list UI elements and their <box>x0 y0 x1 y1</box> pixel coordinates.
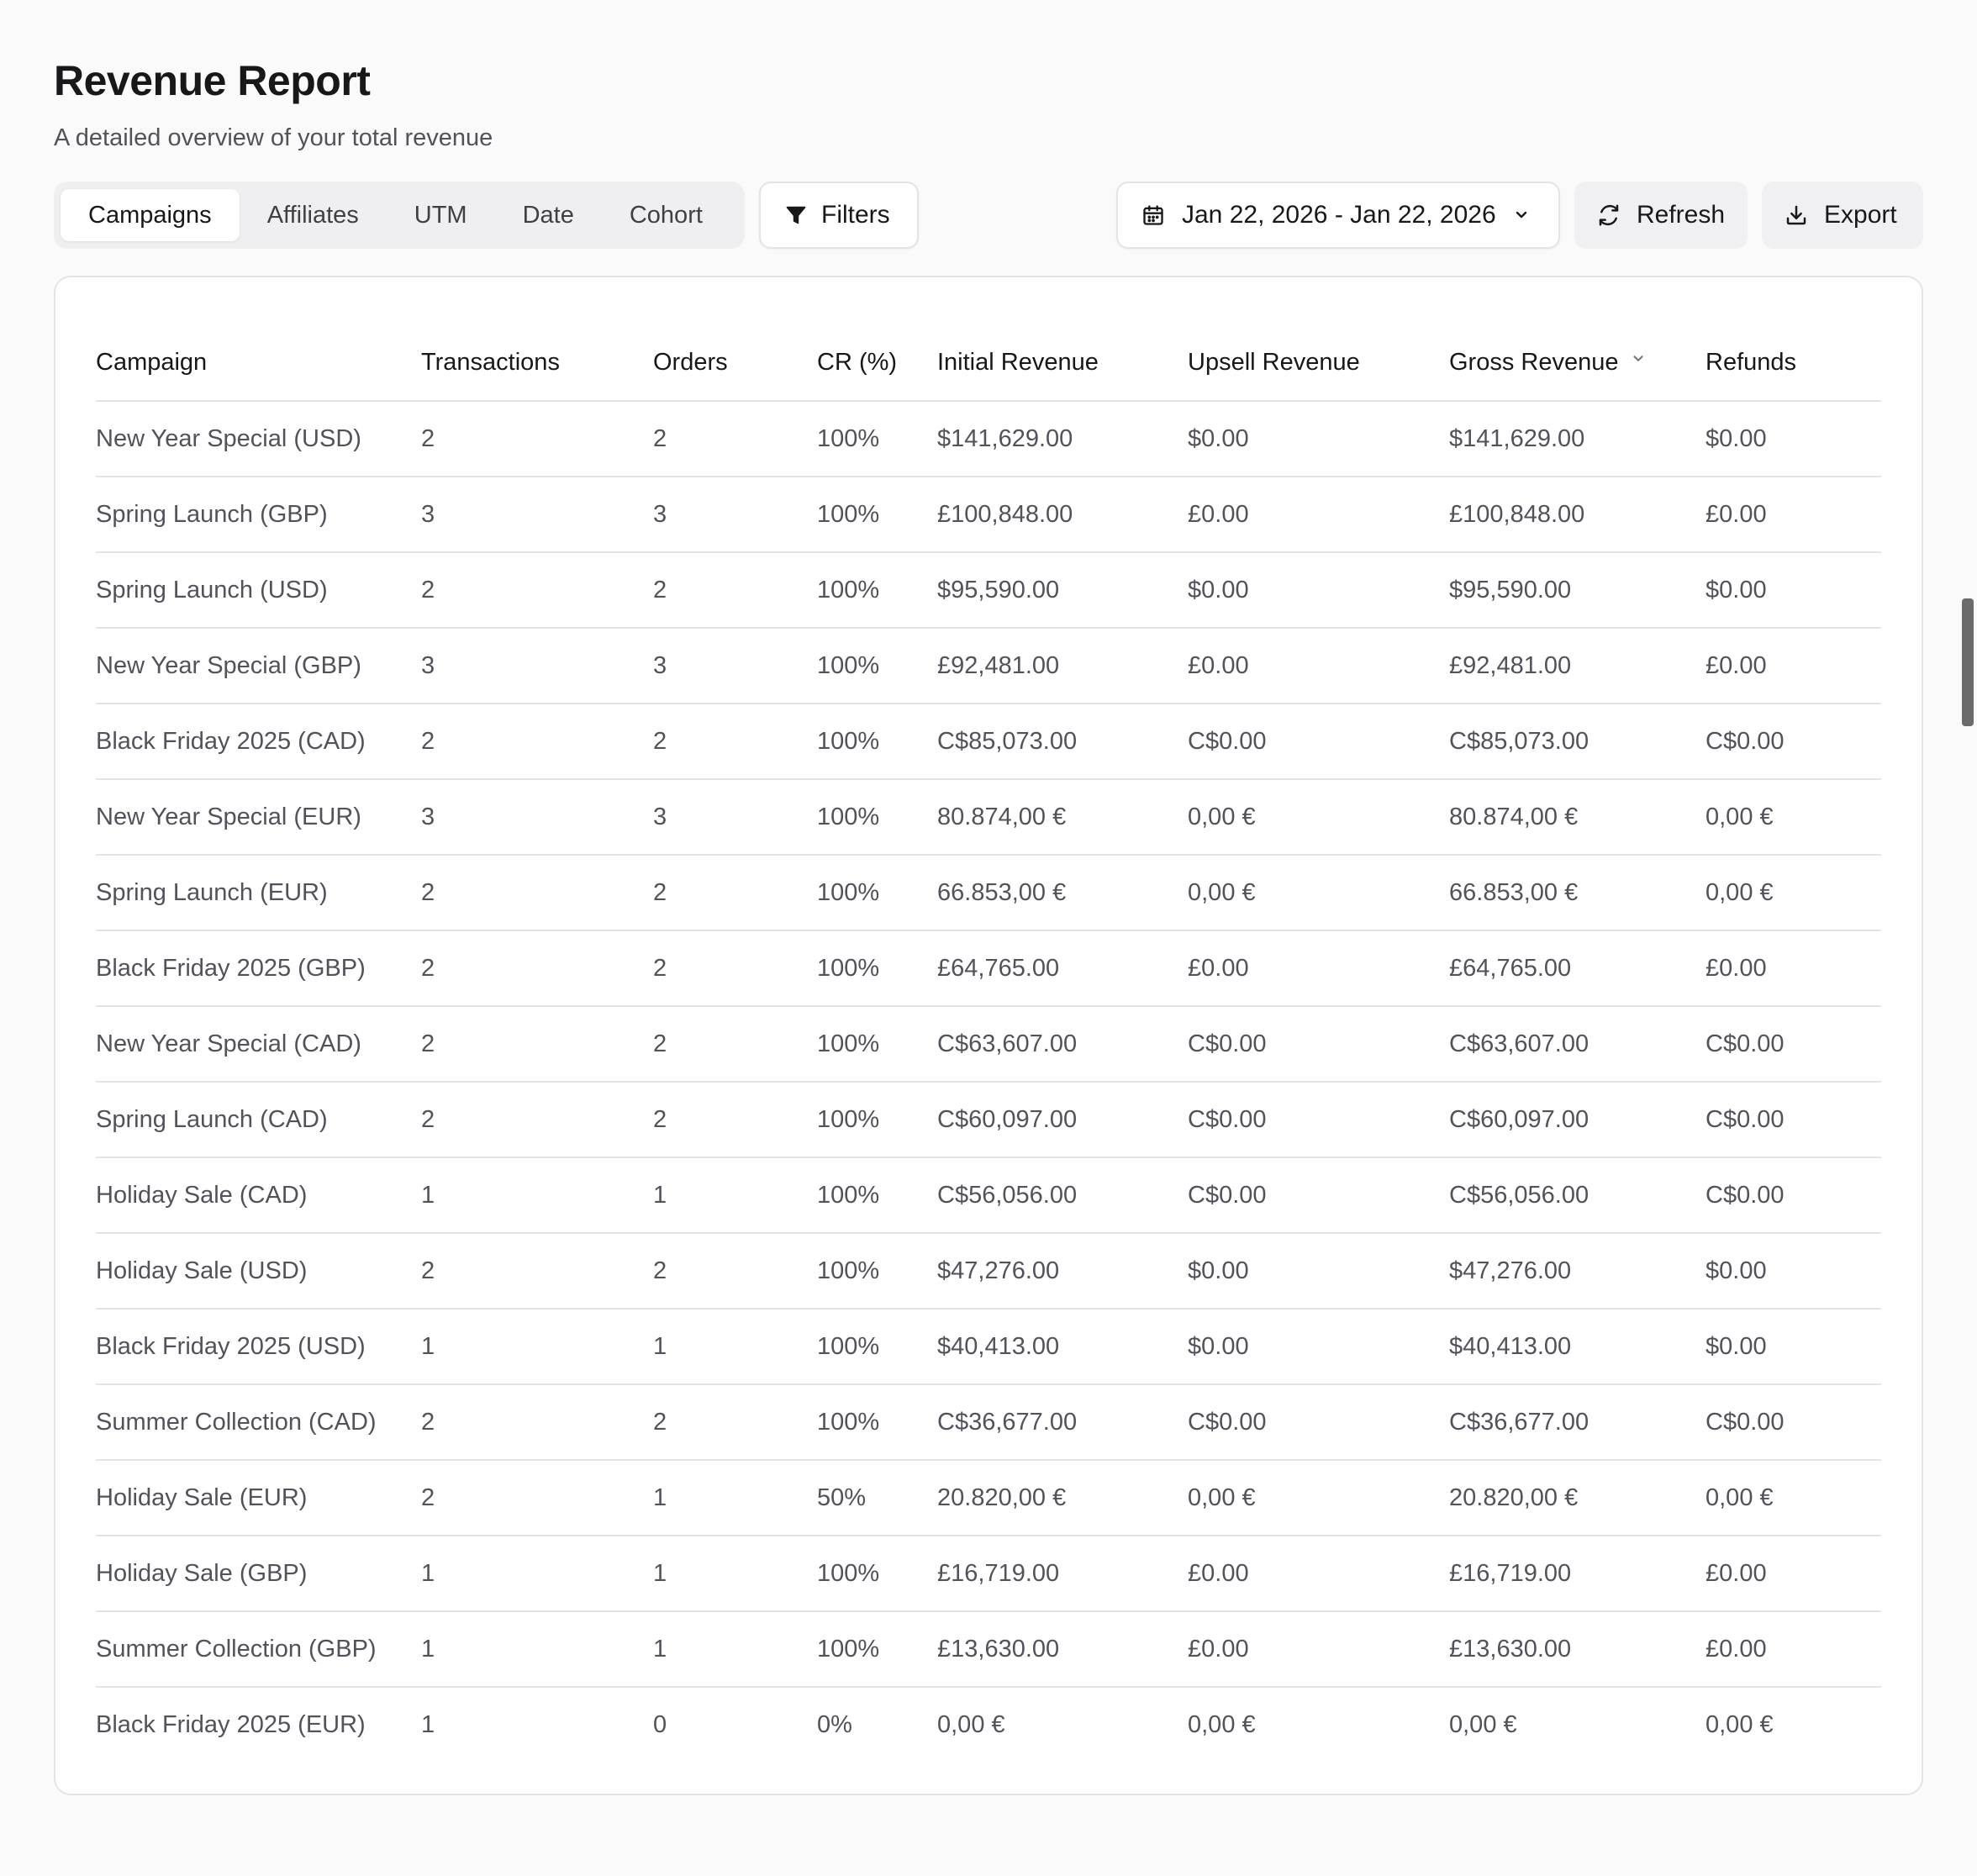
cell-gross-revenue: $40,413.00 <box>1449 1309 1705 1384</box>
scrollbar-thumb[interactable] <box>1962 598 1974 726</box>
cell-cr: 50% <box>817 1460 937 1536</box>
cell-initial-revenue: C$60,097.00 <box>937 1082 1188 1157</box>
cell-gross-revenue: £13,630.00 <box>1449 1611 1705 1687</box>
cell-refunds: £0.00 <box>1705 1536 1881 1611</box>
cell-upsell-revenue: £0.00 <box>1188 1536 1449 1611</box>
cell-transactions: 3 <box>421 628 653 704</box>
refresh-button[interactable] <box>1574 182 1748 249</box>
cell-refunds: C$0.00 <box>1705 1006 1881 1082</box>
cell-orders: 2 <box>653 1006 817 1082</box>
table-row[interactable] <box>96 1384 1881 1460</box>
cell-transactions: 2 <box>421 552 653 628</box>
cell-campaign: Spring Launch (EUR) <box>96 855 421 930</box>
cell-refunds: $0.00 <box>1705 1233 1881 1309</box>
cell-cr: 0% <box>817 1710 852 1738</box>
cell-campaign: Black Friday 2025 (USD) <box>96 1309 421 1384</box>
cell-gross-revenue: C$60,097.00 <box>1449 1082 1705 1157</box>
table-header-row <box>96 324 1881 401</box>
cell-transactions: 2 <box>421 1082 653 1157</box>
cell-upsell-revenue: C$0.00 <box>1188 1082 1449 1157</box>
column-header-initial-revenue[interactable]: Initial Revenue <box>937 324 1188 401</box>
cell-gross-revenue: 80.874,00 € <box>1449 779 1705 855</box>
cell-initial-revenue: £16,719.00 <box>937 1536 1188 1611</box>
table-row[interactable] <box>96 779 1881 855</box>
table-row[interactable] <box>96 855 1881 930</box>
cell-refunds: £0.00 <box>1705 628 1881 704</box>
table-row[interactable] <box>96 552 1881 628</box>
cell-transactions: 1 <box>421 1611 653 1687</box>
refresh-label: Refresh <box>1637 201 1726 229</box>
cell-gross-revenue: £64,765.00 <box>1449 930 1705 1006</box>
cell-orders: 0 <box>653 1710 667 1738</box>
cell-orders: 2 <box>653 704 817 779</box>
cell-orders: 2 <box>653 855 817 930</box>
cell-campaign: Summer Collection (GBP) <box>96 1611 421 1687</box>
cell-orders: 2 <box>653 930 817 1006</box>
refresh-icon <box>1596 203 1621 228</box>
cell-initial-revenue: $95,590.00 <box>937 552 1188 628</box>
cell-refunds: $0.00 <box>1705 1309 1881 1384</box>
cell-gross-revenue: C$63,607.00 <box>1449 1006 1705 1082</box>
cell-cr: 100% <box>817 401 937 477</box>
cell-refunds: 0,00 € <box>1705 1710 1774 1738</box>
cell-gross-revenue: £92,481.00 <box>1449 628 1705 704</box>
cell-gross-revenue: 0,00 € <box>1449 1710 1517 1738</box>
cell-cr: 100% <box>817 1006 937 1082</box>
cell-campaign: New Year Special (CAD) <box>96 1006 421 1082</box>
cell-campaign: Holiday Sale (GBP) <box>96 1536 421 1611</box>
export-label: Export <box>1824 201 1897 229</box>
cell-cr: 100% <box>817 1233 937 1309</box>
cell-upsell-revenue: 0,00 € <box>1188 779 1449 855</box>
cell-initial-revenue: £92,481.00 <box>937 628 1188 704</box>
revenue-table <box>96 324 1881 1762</box>
cell-cr: 100% <box>817 855 937 930</box>
cell-campaign: Black Friday 2025 (CAD) <box>96 704 421 779</box>
cell-transactions: 2 <box>421 1384 653 1460</box>
cell-orders: 2 <box>653 552 817 628</box>
cell-cr: 100% <box>817 477 937 552</box>
cell-initial-revenue: $40,413.00 <box>937 1309 1188 1384</box>
cell-upsell-revenue: £0.00 <box>1188 1611 1449 1687</box>
cell-refunds: C$0.00 <box>1705 704 1881 779</box>
cell-transactions: 2 <box>421 855 653 930</box>
column-header-cr[interactable]: CR (%) <box>817 324 937 401</box>
tab-cohort[interactable]: Cohort <box>629 201 703 229</box>
cell-orders: 2 <box>653 1384 817 1460</box>
cell-orders: 3 <box>653 628 817 704</box>
cell-orders: 2 <box>653 1082 817 1157</box>
table-row[interactable] <box>96 1157 1881 1233</box>
cell-campaign: New Year Special (USD) <box>96 401 421 477</box>
cell-gross-revenue: 66.853,00 € <box>1449 855 1705 930</box>
cell-initial-revenue: C$56,056.00 <box>937 1157 1188 1233</box>
cell-refunds: C$0.00 <box>1705 1157 1881 1233</box>
chevron-down-icon <box>1511 205 1532 225</box>
table-row[interactable] <box>96 1082 1881 1157</box>
cell-refunds: $0.00 <box>1705 552 1881 628</box>
cell-initial-revenue: $141,629.00 <box>937 401 1188 477</box>
cell-refunds: 0,00 € <box>1705 1460 1881 1536</box>
cell-transactions: 2 <box>421 930 653 1006</box>
table-row[interactable] <box>96 1536 1881 1611</box>
column-header-campaign[interactable]: Campaign <box>96 324 421 401</box>
filter-icon <box>784 203 808 228</box>
column-header-orders[interactable]: Orders <box>653 324 817 401</box>
sort-chevron-down-icon <box>1629 347 1648 375</box>
cell-refunds: C$0.00 <box>1705 1384 1881 1460</box>
cell-cr: 100% <box>817 704 937 779</box>
cell-upsell-revenue: 0,00 € <box>1188 1710 1256 1738</box>
cell-campaign: Holiday Sale (USD) <box>96 1233 421 1309</box>
cell-initial-revenue: C$36,677.00 <box>937 1384 1188 1460</box>
calendar-icon <box>1141 203 1165 227</box>
cell-initial-revenue: 66.853,00 € <box>937 855 1188 930</box>
cell-campaign: Summer Collection (CAD) <box>96 1384 421 1460</box>
cell-gross-revenue: 20.820,00 € <box>1449 1460 1705 1536</box>
cell-upsell-revenue: C$0.00 <box>1188 1384 1449 1460</box>
cell-orders: 2 <box>653 401 817 477</box>
cell-initial-revenue: 80.874,00 € <box>937 779 1188 855</box>
cell-campaign: Holiday Sale (CAD) <box>96 1157 421 1233</box>
cell-orders: 3 <box>653 477 817 552</box>
cell-initial-revenue: 20.820,00 € <box>937 1460 1188 1536</box>
cell-cr: 100% <box>817 628 937 704</box>
cell-upsell-revenue: $0.00 <box>1188 401 1449 477</box>
cell-orders: 3 <box>653 779 817 855</box>
cell-campaign: New Year Special (GBP) <box>96 628 421 704</box>
cell-upsell-revenue: £0.00 <box>1188 477 1449 552</box>
column-header-upsell-revenue[interactable]: Upsell Revenue <box>1188 324 1449 401</box>
date-range-label: Jan 22, 2026 - Jan 22, 2026 <box>1182 201 1496 229</box>
cell-campaign: New Year Special (EUR) <box>96 779 421 855</box>
cell-upsell-revenue: £0.00 <box>1188 930 1449 1006</box>
cell-gross-revenue: C$85,073.00 <box>1449 704 1705 779</box>
cell-campaign: Black Friday 2025 (EUR) <box>96 1710 366 1738</box>
table-row[interactable] <box>96 1233 1881 1309</box>
cell-gross-revenue: £100,848.00 <box>1449 477 1705 552</box>
table-body <box>96 401 1881 1762</box>
cell-refunds: £0.00 <box>1705 930 1881 1006</box>
cell-upsell-revenue: $0.00 <box>1188 1233 1449 1309</box>
cell-transactions: 1 <box>421 1710 435 1738</box>
cell-initial-revenue: C$63,607.00 <box>937 1006 1188 1082</box>
report-tabs <box>54 182 745 249</box>
cell-gross-revenue: £16,719.00 <box>1449 1536 1705 1611</box>
cell-upsell-revenue: C$0.00 <box>1188 704 1449 779</box>
table-row[interactable] <box>96 477 1881 552</box>
cell-orders: 1 <box>653 1460 817 1536</box>
cell-gross-revenue: $47,276.00 <box>1449 1233 1705 1309</box>
column-header-gross-revenue[interactable] <box>1449 324 1705 401</box>
cell-orders: 1 <box>653 1157 817 1233</box>
cell-refunds: C$0.00 <box>1705 1082 1881 1157</box>
cell-transactions: 3 <box>421 477 653 552</box>
cell-cr: 100% <box>817 1384 937 1460</box>
cell-transactions: 2 <box>421 1460 653 1536</box>
cell-upsell-revenue: $0.00 <box>1188 552 1449 628</box>
table-row[interactable] <box>96 401 1881 477</box>
tab-affiliates[interactable]: Affiliates <box>266 201 359 229</box>
table-row[interactable] <box>96 930 1881 1006</box>
cell-gross-revenue: $95,590.00 <box>1449 552 1705 628</box>
cell-upsell-revenue: $0.00 <box>1188 1309 1449 1384</box>
cell-cr: 100% <box>817 930 937 1006</box>
page-subtitle: A detailed overview of your total revenue <box>54 124 493 151</box>
table-row[interactable] <box>96 1460 1881 1536</box>
cell-transactions: 2 <box>421 1233 653 1309</box>
cell-transactions: 2 <box>421 401 653 477</box>
cell-initial-revenue: £100,848.00 <box>937 477 1188 552</box>
cell-transactions: 1 <box>421 1157 653 1233</box>
table-row[interactable] <box>96 1006 1881 1082</box>
cell-gross-revenue: C$36,677.00 <box>1449 1384 1705 1460</box>
cell-cr: 100% <box>817 552 937 628</box>
cell-cr: 100% <box>817 1309 937 1384</box>
cell-orders: 2 <box>653 1233 817 1309</box>
cell-orders: 1 <box>653 1309 817 1384</box>
filters-button[interactable] <box>759 182 919 249</box>
cell-transactions: 2 <box>421 704 653 779</box>
cell-cr: 100% <box>817 1611 937 1687</box>
cell-transactions: 2 <box>421 1006 653 1082</box>
cell-cr: 100% <box>817 779 937 855</box>
cell-initial-revenue: $47,276.00 <box>937 1233 1188 1309</box>
cell-upsell-revenue: 0,00 € <box>1188 855 1449 930</box>
table-row[interactable] <box>96 1309 1881 1384</box>
cell-cr: 100% <box>817 1536 937 1611</box>
tab-date[interactable]: Date <box>522 201 574 229</box>
download-icon <box>1784 203 1809 228</box>
cell-campaign: Spring Launch (CAD) <box>96 1082 421 1157</box>
cell-campaign: Black Friday 2025 (GBP) <box>96 930 421 1006</box>
page-title: Revenue Report <box>54 57 371 104</box>
report-card <box>54 276 1923 1795</box>
cell-cr: 100% <box>817 1082 937 1157</box>
cell-cr: 100% <box>817 1157 937 1233</box>
cell-refunds: 0,00 € <box>1705 855 1881 930</box>
cell-upsell-revenue: £0.00 <box>1188 628 1449 704</box>
cell-upsell-revenue: C$0.00 <box>1188 1006 1449 1082</box>
table-row[interactable] <box>96 1611 1881 1687</box>
cell-campaign: Holiday Sale (EUR) <box>96 1460 421 1536</box>
cell-refunds: $0.00 <box>1705 401 1881 477</box>
cell-gross-revenue: C$56,056.00 <box>1449 1157 1705 1233</box>
tab-campaigns[interactable]: Campaigns <box>61 189 240 241</box>
cell-orders: 1 <box>653 1611 817 1687</box>
tab-utm[interactable]: UTM <box>414 201 467 229</box>
column-header-refunds[interactable]: Refunds <box>1705 324 1881 401</box>
cell-upsell-revenue: 0,00 € <box>1188 1460 1449 1536</box>
export-button[interactable] <box>1762 182 1923 249</box>
table-row[interactable] <box>96 628 1881 704</box>
cell-upsell-revenue: C$0.00 <box>1188 1157 1449 1233</box>
cell-transactions: 1 <box>421 1309 653 1384</box>
cell-orders: 1 <box>653 1536 817 1611</box>
cell-initial-revenue: £64,765.00 <box>937 930 1188 1006</box>
cell-initial-revenue: 0,00 € <box>937 1710 1005 1738</box>
cell-refunds: 0,00 € <box>1705 779 1881 855</box>
date-range-picker[interactable] <box>1116 182 1560 249</box>
cell-gross-revenue: $141,629.00 <box>1449 401 1705 477</box>
cell-initial-revenue: C$85,073.00 <box>937 704 1188 779</box>
cell-transactions: 3 <box>421 779 653 855</box>
cell-refunds: £0.00 <box>1705 1611 1881 1687</box>
gross-revenue-header-label: Gross Revenue <box>1449 348 1619 376</box>
column-header-transactions[interactable]: Transactions <box>421 324 653 401</box>
cell-campaign: Spring Launch (USD) <box>96 552 421 628</box>
cell-refunds: £0.00 <box>1705 477 1881 552</box>
cell-campaign: Spring Launch (GBP) <box>96 477 421 552</box>
cell-transactions: 1 <box>421 1536 653 1611</box>
table-row[interactable] <box>96 704 1881 779</box>
filters-label: Filters <box>821 201 890 229</box>
cell-initial-revenue: £13,630.00 <box>937 1611 1188 1687</box>
table-row[interactable] <box>96 1687 1881 1762</box>
